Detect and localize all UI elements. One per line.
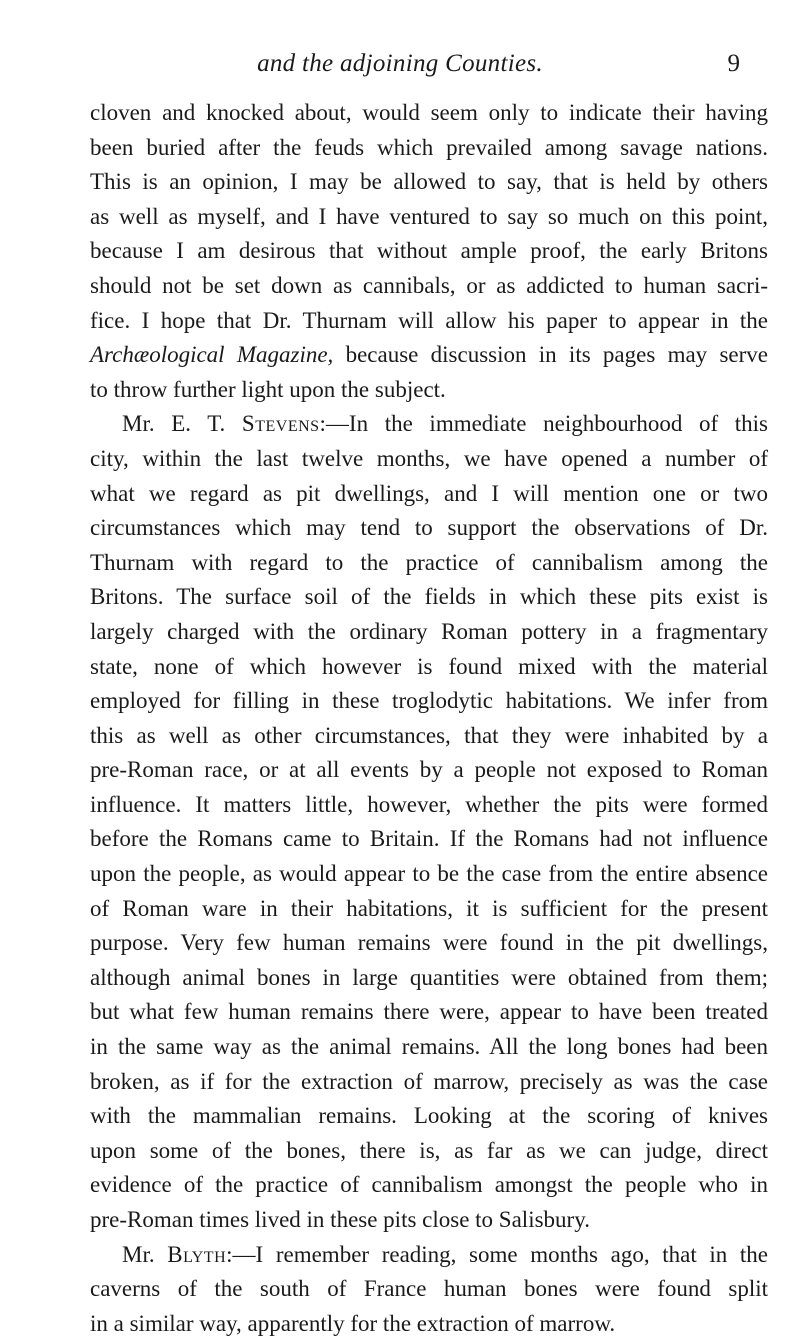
text-line [90, 788, 768, 823]
line-text: this as well as other circumstances, that they were inhabited by a [90, 722, 768, 748]
line-text: influence. It matters little, however, whether the pits were formed [90, 791, 768, 817]
text-line [90, 1099, 768, 1134]
line-text: of Roman ware in their habitations, it is sufficient for the present [90, 895, 768, 921]
text-line [90, 1168, 768, 1203]
text-line [90, 1203, 768, 1238]
line-text: pre-Roman times lived in these pits close to Salisbury. [90, 1207, 590, 1232]
text-line [90, 511, 768, 546]
line-text: in a similar way, apparently for the extraction of marrow. [90, 1310, 616, 1336]
text-line [90, 1272, 768, 1307]
running-title: and the adjoining Counties. [257, 50, 543, 77]
speaker-title: Mr. E. T. [122, 411, 242, 437]
line-text: broken, as if for the extraction of marrow, precisely as was the case [90, 1068, 768, 1094]
paragraph [90, 96, 768, 407]
text-line [90, 131, 768, 166]
line-text: although animal bones in large quantities were obtained from them; [90, 964, 768, 990]
text-line [90, 580, 768, 615]
line-text: to throw further light upon the subject. [90, 376, 446, 402]
line-text: purpose. Very few human remains were found in the pit dwellings, [90, 930, 768, 956]
text-line [90, 407, 768, 442]
text-line [90, 96, 768, 131]
text-line [90, 995, 768, 1030]
text-line [90, 442, 768, 477]
line-text: circumstances which may tend to support the observations of Dr. [90, 515, 768, 541]
line-text: in the same way as the animal remains. All the long bones had been [90, 1034, 768, 1060]
text-line [90, 1134, 768, 1169]
line-text: been buried after the feuds which prevailed among savage nations. [90, 134, 768, 160]
line-text: pre-Roman race, or at all events by a people not exposed to Roman [90, 757, 768, 783]
text-line [90, 1238, 768, 1273]
line-text: evidence of the practice of cannibalism amongst the people who in [90, 1172, 768, 1198]
paragraph [90, 407, 768, 1237]
line-text: before the Romans came to Britain. If the Romans had not influence [90, 826, 768, 852]
line-text: largely charged with the ordinary Roman pottery in a fragmentary [90, 618, 768, 644]
text-line [90, 373, 768, 408]
page-number: 9 [727, 50, 740, 77]
line-text: state, none of which however is found mixed with the material [90, 653, 768, 679]
text-line [90, 477, 768, 512]
text-line [90, 1307, 768, 1341]
text-line [90, 338, 768, 373]
text-line [90, 650, 768, 685]
line-text: because discussion in its pages may serve [333, 342, 768, 368]
line-text: caverns of the south of France human bones were found split [90, 1276, 768, 1302]
line-text: Thurnam with regard to the practice of cannibalism among the [90, 549, 768, 575]
text-line [90, 234, 768, 269]
line-text: upon the people, as would appear to be the case from the entire absence [90, 861, 768, 887]
text-line [90, 304, 768, 339]
line-text: should not be set down as cannibals, or as addicted to human sacri- [90, 272, 768, 298]
running-head [60, 46, 740, 82]
text-line [90, 753, 768, 788]
speaker-title: Mr. [122, 1241, 168, 1267]
text-line [90, 892, 768, 927]
text-line [90, 719, 768, 754]
line-text: because I am desirous that without ample proof, the early Britons [90, 238, 768, 264]
line-text: fice. I hope that Dr. Thurnam will allow his paper to appear in the [90, 307, 768, 333]
line-text: as well as myself, and I have ventured to say so much on this point, [90, 203, 768, 229]
text-line [90, 1065, 768, 1100]
text-line [90, 1030, 768, 1065]
paragraph [90, 1238, 768, 1341]
speaker-name: Blyth [167, 1241, 227, 1267]
line-text: This is an opinion, I may be allowed to say, that is held by others [90, 169, 768, 195]
text-line [90, 822, 768, 857]
text-line [90, 684, 768, 719]
text-line [90, 546, 768, 581]
line-text: cloven and knocked about, would seem only to indicate their having [90, 100, 768, 125]
line-text: city, within the last twelve months, we have opened a number of [90, 445, 768, 471]
line-text: what we regard as pit dwellings, and I will mention one or two [90, 480, 768, 506]
line-text: upon some of the bones, there is, as far as we can judge, direct [90, 1137, 768, 1163]
line-text: employed for filling in these troglodytic habitations. We infer from [90, 688, 768, 714]
text-line [90, 165, 768, 200]
italic-title: Archæological Magazine, [90, 342, 334, 368]
text-line [90, 200, 768, 235]
line-text: with the mammalian remains. Looking at the scoring of knives [90, 1103, 768, 1129]
line-text: Britons. The surface soil of the fields in which these pits exist is [90, 584, 768, 610]
text-line [90, 926, 768, 961]
body-text [90, 96, 768, 1341]
text-line [90, 961, 768, 996]
line-text: :—I remember reading, some months ago, that in the [226, 1241, 768, 1267]
speaker-name: Stevens [241, 411, 320, 437]
line-text: :—In the immediate neighbourhood of this [319, 411, 768, 437]
text-line [90, 615, 768, 650]
text-line [90, 269, 768, 304]
line-text: but what few human remains there were, appear to have been treated [90, 999, 768, 1025]
text-line [90, 857, 768, 892]
